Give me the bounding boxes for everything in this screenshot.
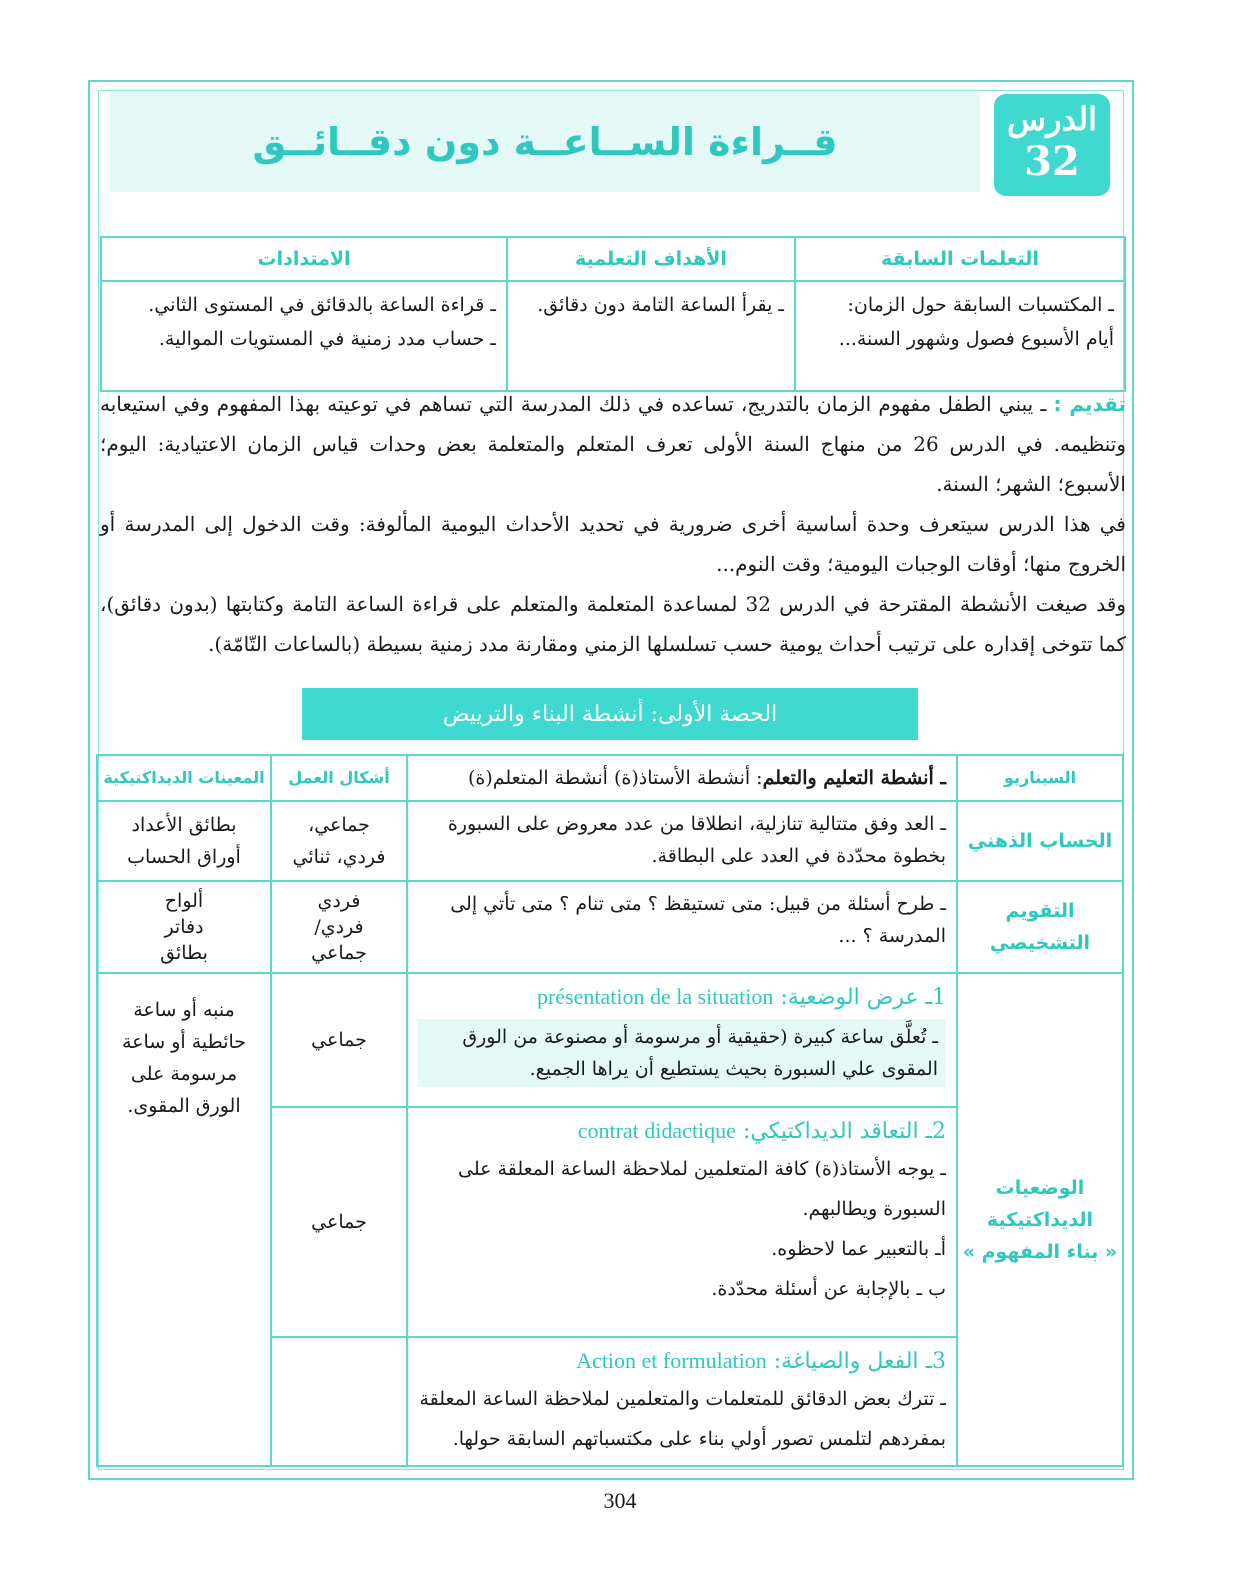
header-extensions: الامتدادات xyxy=(101,237,507,281)
page-number: 304 xyxy=(603,1488,637,1513)
activity-line: ـ العد وفق متتالية تنازلية، انطلاقا من عدد معروض على السبورة xyxy=(447,813,946,835)
activity-line: المقوى علي السبورة بحيث يستطيع أن يراها الجميع. xyxy=(529,1058,938,1080)
forms-situation: جماعي xyxy=(271,973,407,1107)
activity-situation xyxy=(407,973,957,1107)
material-line: أوراق الحساب xyxy=(127,846,241,868)
contract-heading xyxy=(418,1114,946,1149)
scenario-line: الديداكتيكية xyxy=(986,1208,1094,1231)
activity-diagnostic xyxy=(407,881,957,973)
material-line: حائطية أو ساعة xyxy=(121,1031,247,1053)
objectives-cell xyxy=(507,281,795,391)
activity-line: بمفردهم لتلمس تصور أولي بناء على مكتسباتهم السابقة حولها. xyxy=(452,1428,946,1450)
situation-box xyxy=(418,1019,946,1087)
materials-diagnostic xyxy=(97,881,271,973)
form-line: فردي، ثنائي xyxy=(292,846,386,868)
activity-line: ـ تُعلَّق ساعة كبيرة (حقيقية أو مرسومة أو مصنوعة من الورق xyxy=(462,1026,938,1048)
prior-line: أيام الأسبوع فصول وشهور السنة... xyxy=(838,328,1114,350)
intro-paragraph-1 xyxy=(100,384,1126,504)
prior-line: ـ المكتسبات السابقة حول الزمان: xyxy=(847,294,1114,316)
lesson-title: قــراءة الســاعــة دون دقــائــق xyxy=(252,120,838,164)
header-work-forms: أشكال العمل xyxy=(271,755,407,801)
activity-action xyxy=(407,1337,957,1466)
heading-ar: 3ـ الفعل والصياغة: xyxy=(773,1349,946,1374)
materials-didactic xyxy=(97,973,271,1466)
activity-line: بخطوة محدّدة في العدد على البطاقة. xyxy=(651,845,946,867)
activity-line: السبورة ويطالبهم. xyxy=(802,1198,946,1220)
intro-label: تقديم : xyxy=(1053,392,1126,416)
lesson-badge xyxy=(994,94,1110,196)
lesson-number: 32 xyxy=(1024,138,1080,185)
form-line: جماعي، xyxy=(308,814,370,836)
action-heading xyxy=(418,1344,946,1379)
material-line: منبه أو ساعة xyxy=(133,999,235,1021)
activity-mental-math xyxy=(407,801,957,881)
heading-fr: contrat didactique xyxy=(577,1118,736,1143)
header-activities xyxy=(407,755,957,801)
material-line: ألواح xyxy=(164,890,204,912)
scenario-mental-math: الحساب الذهني xyxy=(957,801,1123,881)
scenario-line: « بناء المفهوم » xyxy=(962,1240,1118,1263)
intro-paragraph-3: وقد صيغت الأنشطة المقترحة في الدرس 32 لمساعدة المتعلمة والمتعلم على قراءة الساعة التامة وكتابتها (بدون دقائق)، كما تتوخى إقداره على ترتيب أحداث يومية حسب تسلسلها الزمني ومقارنة مدد زمنية بسيطة (بالساعات التّامّة). xyxy=(100,592,1126,656)
material-line: بطائق الأعداد xyxy=(131,814,237,836)
forms-contract: جماعي xyxy=(271,1107,407,1337)
objectives-table xyxy=(100,236,1126,392)
extension-line: ـ حساب مدد زمنية في المستويات الموالية. xyxy=(158,328,496,350)
forms-diagnostic xyxy=(271,881,407,973)
material-line: بطائق xyxy=(160,942,208,964)
heading-fr: présentation de la situation xyxy=(536,984,774,1009)
heading-fr: Action et formulation xyxy=(576,1348,767,1373)
material-line: الورق المقوى. xyxy=(127,1095,241,1117)
situation-heading xyxy=(418,980,946,1015)
activity-line: ب ـ بالإجابة عن أسئلة محدّدة. xyxy=(711,1278,946,1300)
scenario-line: الوضعيات xyxy=(995,1176,1085,1199)
activity-line: أـ بالتعبير عما لاحظوه. xyxy=(771,1238,946,1260)
forms-mental-math xyxy=(271,801,407,881)
activity-line: ـ تترك بعض الدقائق للمتعلمات والمتعلمين لملاحظة الساعة المعلقة xyxy=(419,1388,946,1410)
lesson-word: الدرس xyxy=(1007,100,1097,138)
header-materials: المعينات الديداكتيكية xyxy=(97,755,271,801)
material-line: مرسومة على xyxy=(130,1063,238,1085)
header-objectives: الأهداف التعلمية xyxy=(507,237,795,281)
activities-table xyxy=(96,754,1124,1467)
material-line: دفاتر xyxy=(164,916,204,938)
intro-section xyxy=(100,384,1126,664)
intro-paragraph-2: في هذا الدرس سيتعرف وحدة أساسية أخرى ضرورية في تحديد الأحداث اليومية المألوفة: وقت الدخول إلى المدرسة أو الخروج منها؛ أوقات الوجبات اليومية؛ وقت النوم... xyxy=(100,512,1126,576)
extension-line: ـ قراءة الساعة بالدقائق في المستوى الثاني. xyxy=(148,294,496,316)
objective-line: ـ يقرأ الساعة التامة دون دقائق. xyxy=(537,294,784,316)
header-scenario: السيناريو xyxy=(957,755,1123,801)
intro-text-1: ـ يبني الطفل مفهوم الزمان بالتدريج، تساعده في ذلك المدرسة التي تساهم في توعيته بهذا المفهوم وفي استيعابه وتنظيمه. في الدرس 26 من منهاج السنة الأولى تعرف المتعلم والمتعلمة بعض وحدات قياس الزمان الاعتيادية: اليوم؛ الأسبوع؛ الشهر؛ السنة. xyxy=(100,392,1126,496)
header-prior: التعلمات السابقة xyxy=(795,237,1125,281)
form-line: فردي xyxy=(317,890,361,912)
activity-contract xyxy=(407,1107,957,1337)
heading-ar: 1ـ عرض الوضعية: xyxy=(780,985,946,1010)
extensions-cell xyxy=(101,281,507,391)
prior-cell xyxy=(795,281,1125,391)
header-activities-bold: ـ أنشطة التعليم والتعلم xyxy=(762,767,946,789)
header-activities-rest: : أنشطة الأستاذ(ة) أنشطة المتعلم(ة) xyxy=(467,767,763,789)
scenario-didactic xyxy=(957,973,1123,1466)
activity-line: ـ يوجه الأستاذ(ة) كافة المتعلمين لملاحظة الساعة المعلقة على xyxy=(458,1158,946,1180)
activity-line: المدرسة ؟ ... xyxy=(838,925,946,947)
forms-action xyxy=(271,1337,407,1466)
heading-ar: 2ـ التعاقد الديداكتيكي: xyxy=(742,1119,946,1144)
session-title: الحصة الأولى: أنشطة البناء والترييض xyxy=(302,688,918,740)
form-line: فردي/ xyxy=(314,916,364,938)
scenario-diagnostic: التقويم التشخيصي xyxy=(957,881,1123,973)
materials-mental-math xyxy=(97,801,271,881)
form-line: جماعي xyxy=(311,942,367,964)
activity-line: ـ طرح أسئلة من قبيل: متى تستيقظ ؟ متى تنام ؟ متى تأتي إلى xyxy=(450,893,946,915)
